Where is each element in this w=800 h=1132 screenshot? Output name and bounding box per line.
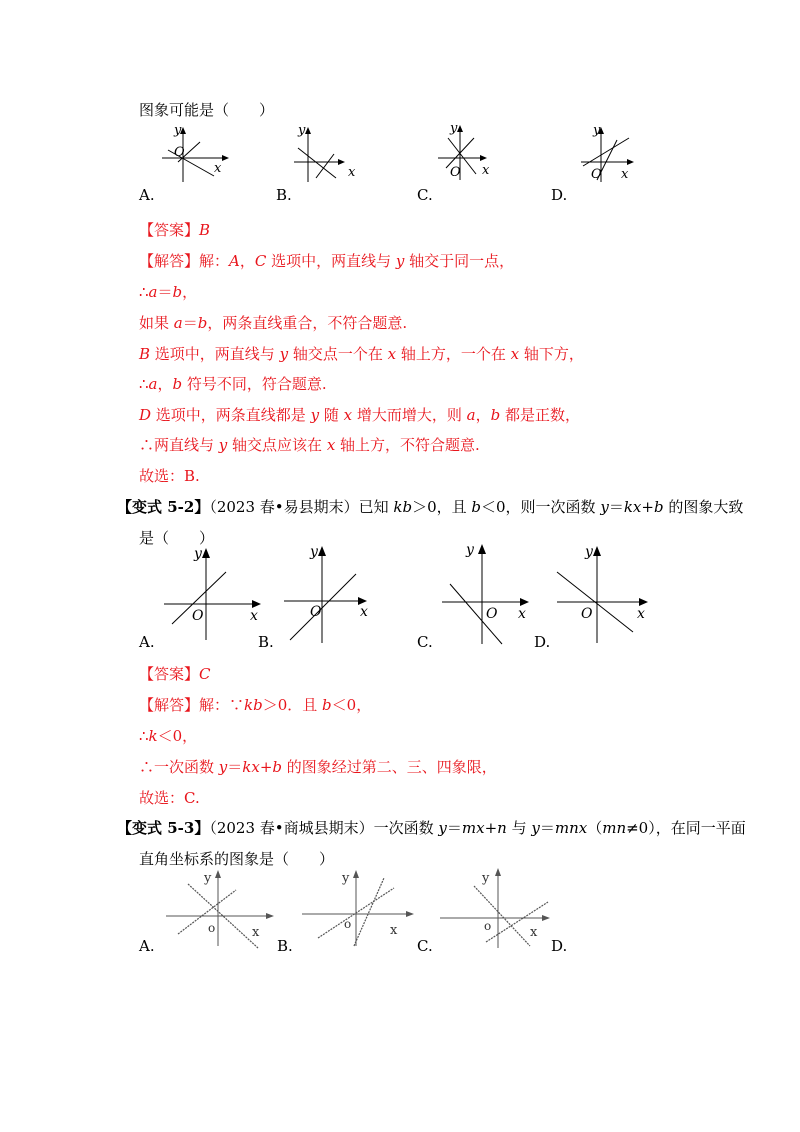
y-axis-arrow bbox=[202, 548, 210, 558]
answer-tag: 【答案】 bbox=[139, 665, 200, 683]
x-axis-arrow bbox=[406, 911, 414, 917]
q2-tag: 【变式 5-2】 bbox=[117, 498, 210, 516]
q3-option-c: C. bbox=[417, 937, 433, 955]
x-label: x bbox=[482, 163, 490, 178]
q2-option-b: B. bbox=[258, 633, 274, 651]
text-run: 随 bbox=[319, 406, 344, 424]
y-label: y bbox=[194, 546, 202, 562]
text-run: （2023 春•商城县期末）一次函数 bbox=[209, 819, 439, 837]
math-var: A bbox=[229, 252, 240, 270]
y-axis-arrow bbox=[478, 544, 486, 554]
q2-graph-b bbox=[280, 540, 380, 645]
q1-stem: 图象可能是（ ） bbox=[139, 101, 275, 119]
q2-stem-line-1 bbox=[117, 497, 743, 517]
origin-label: o bbox=[344, 917, 352, 931]
y-axis-arrow bbox=[593, 546, 601, 556]
origin-label: O bbox=[581, 606, 593, 622]
x-label: x bbox=[214, 161, 222, 176]
math-var: y bbox=[310, 406, 320, 424]
math-var: y bbox=[438, 819, 447, 837]
x-label: x bbox=[360, 604, 368, 620]
math-var: x bbox=[510, 345, 520, 363]
y-label: y bbox=[174, 123, 182, 138]
y-label: y bbox=[342, 871, 350, 886]
text-run: 解：∵ bbox=[199, 696, 245, 714]
q2-option-d: D. bbox=[534, 633, 551, 651]
math-var: b bbox=[490, 406, 501, 424]
x-axis-arrow bbox=[627, 159, 634, 165]
q2-graph-a bbox=[160, 542, 270, 642]
text-run: ∴ bbox=[139, 283, 149, 301]
text-run: ＞0．且 bbox=[262, 696, 323, 714]
q2-graph-d bbox=[555, 540, 660, 645]
math-var: x bbox=[326, 436, 336, 454]
text-run: 轴交点一个在 bbox=[288, 345, 388, 363]
math-var: x bbox=[343, 406, 353, 424]
origin-label: O bbox=[450, 165, 461, 180]
text-run: 如果 bbox=[139, 314, 174, 332]
y-axis-arrow bbox=[318, 546, 326, 556]
math-var: a bbox=[466, 406, 476, 424]
text-run: （ bbox=[587, 819, 603, 837]
x-label: x bbox=[518, 606, 526, 622]
q2-analysis-line-2 bbox=[139, 726, 197, 746]
q3-graph-b bbox=[298, 864, 418, 949]
text-run: ， bbox=[182, 283, 198, 301]
q1-analysis-line-2 bbox=[139, 282, 197, 302]
q2-answer bbox=[139, 664, 211, 684]
text-run: ＜0，则一次函数 bbox=[481, 498, 601, 516]
q1-option-c: C. bbox=[417, 186, 433, 204]
q2-analysis-line-1 bbox=[139, 695, 371, 715]
graph-line bbox=[178, 890, 236, 934]
graph-line bbox=[290, 574, 356, 640]
math-var: a bbox=[148, 375, 158, 393]
x-axis-arrow bbox=[480, 155, 487, 161]
math-var: y bbox=[279, 345, 289, 363]
math-var: mn bbox=[602, 819, 627, 837]
y-axis-arrow bbox=[457, 125, 463, 132]
y-label: y bbox=[593, 123, 601, 138]
text-run: ，两条直线重合，不符合题意. bbox=[207, 314, 408, 332]
text-run: 轴交点应该在 bbox=[227, 436, 327, 454]
math-var: b bbox=[197, 314, 208, 332]
q1-option-b: B. bbox=[276, 186, 292, 204]
math-var: y bbox=[395, 252, 405, 270]
y-axis-arrow bbox=[495, 868, 501, 876]
text-run: ＞0，且 bbox=[412, 498, 472, 516]
text-run: ， bbox=[475, 406, 491, 424]
x-axis-arrow bbox=[520, 598, 529, 606]
text-run: ＝ bbox=[227, 758, 243, 776]
q3-stem-line-1 bbox=[117, 818, 746, 838]
origin-label: O bbox=[486, 606, 498, 622]
y-axis-arrow bbox=[215, 870, 221, 878]
q1-graph-b bbox=[286, 120, 376, 190]
origin-label: O bbox=[310, 604, 322, 620]
math-var: y bbox=[218, 758, 228, 776]
math-var: kx+b bbox=[623, 498, 664, 516]
text-run: ＜0， bbox=[157, 727, 198, 745]
math-var: k bbox=[148, 727, 158, 745]
y-label: y bbox=[298, 123, 306, 138]
text-run: 轴交于同一点， bbox=[404, 252, 515, 270]
math-var: x bbox=[387, 345, 397, 363]
math-var: kb bbox=[244, 696, 263, 714]
text-run: 轴上方，不符合题意. bbox=[335, 436, 480, 454]
y-axis-arrow bbox=[353, 870, 359, 878]
q2-stem-line-2: 是（ ） bbox=[139, 529, 215, 547]
text-run: （2023 春•易县期末）已知 bbox=[209, 498, 394, 516]
x-label: x bbox=[252, 925, 260, 940]
q3-option-b: B. bbox=[277, 937, 293, 955]
math-var: C bbox=[254, 252, 267, 270]
text-run: 解： bbox=[199, 252, 230, 270]
q3-tag: 【变式 5-3】 bbox=[117, 819, 210, 837]
q1-graph-a bbox=[150, 120, 240, 190]
q3-option-d: D. bbox=[551, 937, 568, 955]
x-axis-arrow bbox=[639, 598, 648, 606]
q1-analysis-line-7 bbox=[139, 435, 480, 455]
x-label: x bbox=[621, 167, 629, 182]
text-run: ∴ bbox=[139, 375, 149, 393]
origin-label: O bbox=[192, 608, 204, 624]
text-run: ＝ bbox=[182, 314, 198, 332]
y-label: y bbox=[482, 871, 490, 886]
q3-stem-line-2: 直角坐标系的图象是（ ） bbox=[139, 850, 335, 868]
math-var: mnx bbox=[554, 819, 588, 837]
answer-value: C bbox=[199, 665, 211, 683]
text-run: ， bbox=[239, 252, 255, 270]
q1-answer bbox=[139, 220, 210, 240]
y-label: y bbox=[466, 542, 474, 558]
q1-option-a: A. bbox=[139, 186, 155, 204]
graph-line bbox=[474, 886, 530, 946]
q1-option-d: D. bbox=[551, 186, 568, 204]
x-axis-arrow bbox=[252, 600, 261, 608]
q1-analysis-line-4 bbox=[139, 344, 584, 364]
text-run: 轴上方，一个在 bbox=[396, 345, 511, 363]
math-var: b bbox=[471, 498, 482, 516]
x-axis-arrow bbox=[542, 915, 550, 921]
math-var: b bbox=[172, 283, 183, 301]
answer-tag: 【答案】 bbox=[139, 221, 200, 239]
q3-option-a: A. bbox=[139, 937, 155, 955]
text-run: 都是正数， bbox=[500, 406, 580, 424]
math-var: b bbox=[322, 696, 332, 714]
y-label: y bbox=[585, 544, 593, 560]
y-label: y bbox=[204, 871, 212, 886]
text-run: 符号不同，符合题意. bbox=[182, 375, 327, 393]
text-run: 轴下方， bbox=[519, 345, 584, 363]
text-run: ＝ bbox=[539, 819, 555, 837]
analysis-tag: 【解答】 bbox=[139, 696, 200, 714]
q1-analysis-line-6 bbox=[139, 405, 580, 425]
q3-graph-c bbox=[436, 862, 556, 950]
origin-label: O bbox=[591, 167, 602, 182]
math-var: mx+n bbox=[461, 819, 507, 837]
text-run: ≠0），在同一平面 bbox=[626, 819, 746, 837]
x-label: x bbox=[250, 608, 258, 624]
text-run: ＝ bbox=[608, 498, 624, 516]
text-run: ∴ bbox=[139, 727, 149, 745]
math-var: b bbox=[172, 375, 183, 393]
text-run: ＝ bbox=[157, 283, 173, 301]
math-var: a bbox=[173, 314, 183, 332]
origin-label: o bbox=[484, 919, 492, 933]
origin-label: o bbox=[208, 921, 216, 935]
q2-option-a: A. bbox=[139, 633, 155, 651]
q1-analysis-line-5 bbox=[139, 374, 327, 394]
x-label: x bbox=[390, 923, 398, 938]
math-var: y bbox=[600, 498, 609, 516]
text-run: 选项中，两直线与 bbox=[266, 252, 396, 270]
math-var: y bbox=[218, 436, 228, 454]
y-label: y bbox=[450, 121, 458, 136]
math-var: kb bbox=[393, 498, 413, 516]
origin-label: O bbox=[174, 145, 185, 160]
math-var: a bbox=[148, 283, 158, 301]
q2-graph-c bbox=[438, 538, 538, 646]
x-axis-arrow bbox=[266, 913, 274, 919]
y-axis-arrow bbox=[305, 127, 311, 134]
text-run: ＜0， bbox=[331, 696, 372, 714]
q3-graph-a bbox=[160, 864, 280, 949]
x-label: x bbox=[348, 165, 356, 180]
x-axis-arrow bbox=[222, 155, 229, 161]
math-var: D bbox=[139, 406, 152, 424]
q1-conclusion: 故选：B. bbox=[139, 467, 200, 485]
x-label: x bbox=[637, 606, 645, 622]
answer-value: B bbox=[199, 221, 211, 239]
math-var: kx+b bbox=[242, 758, 283, 776]
y-label: y bbox=[310, 544, 318, 560]
q1-analysis-line-1 bbox=[139, 251, 514, 271]
text-run: ， bbox=[157, 375, 173, 393]
text-run: ＝ bbox=[446, 819, 462, 837]
x-axis-arrow bbox=[338, 159, 345, 165]
q1-analysis-line-3 bbox=[139, 313, 407, 333]
text-run: 增大而增大，则 bbox=[352, 406, 467, 424]
text-run: 的图象大致 bbox=[663, 498, 744, 516]
text-run: 与 bbox=[506, 819, 532, 837]
analysis-tag: 【解答】 bbox=[139, 252, 200, 270]
x-label: x bbox=[530, 925, 538, 940]
text-run: ∴一次函数 bbox=[139, 758, 219, 776]
q2-option-c: C. bbox=[417, 633, 433, 651]
text-run: 选项中，两条直线都是 bbox=[151, 406, 311, 424]
q1-graph-c bbox=[430, 118, 520, 188]
q1-graph-d bbox=[575, 120, 665, 190]
text-run: 的图象经过第二、三、四象限， bbox=[282, 758, 497, 776]
math-var: B bbox=[139, 345, 151, 363]
graph-line bbox=[298, 148, 336, 178]
text-run: ∴两直线与 bbox=[139, 436, 219, 454]
q2-analysis-line-3 bbox=[139, 757, 497, 777]
math-var: y bbox=[531, 819, 540, 837]
text-run: 选项中，两直线与 bbox=[150, 345, 280, 363]
q2-conclusion: 故选：C. bbox=[139, 789, 200, 807]
